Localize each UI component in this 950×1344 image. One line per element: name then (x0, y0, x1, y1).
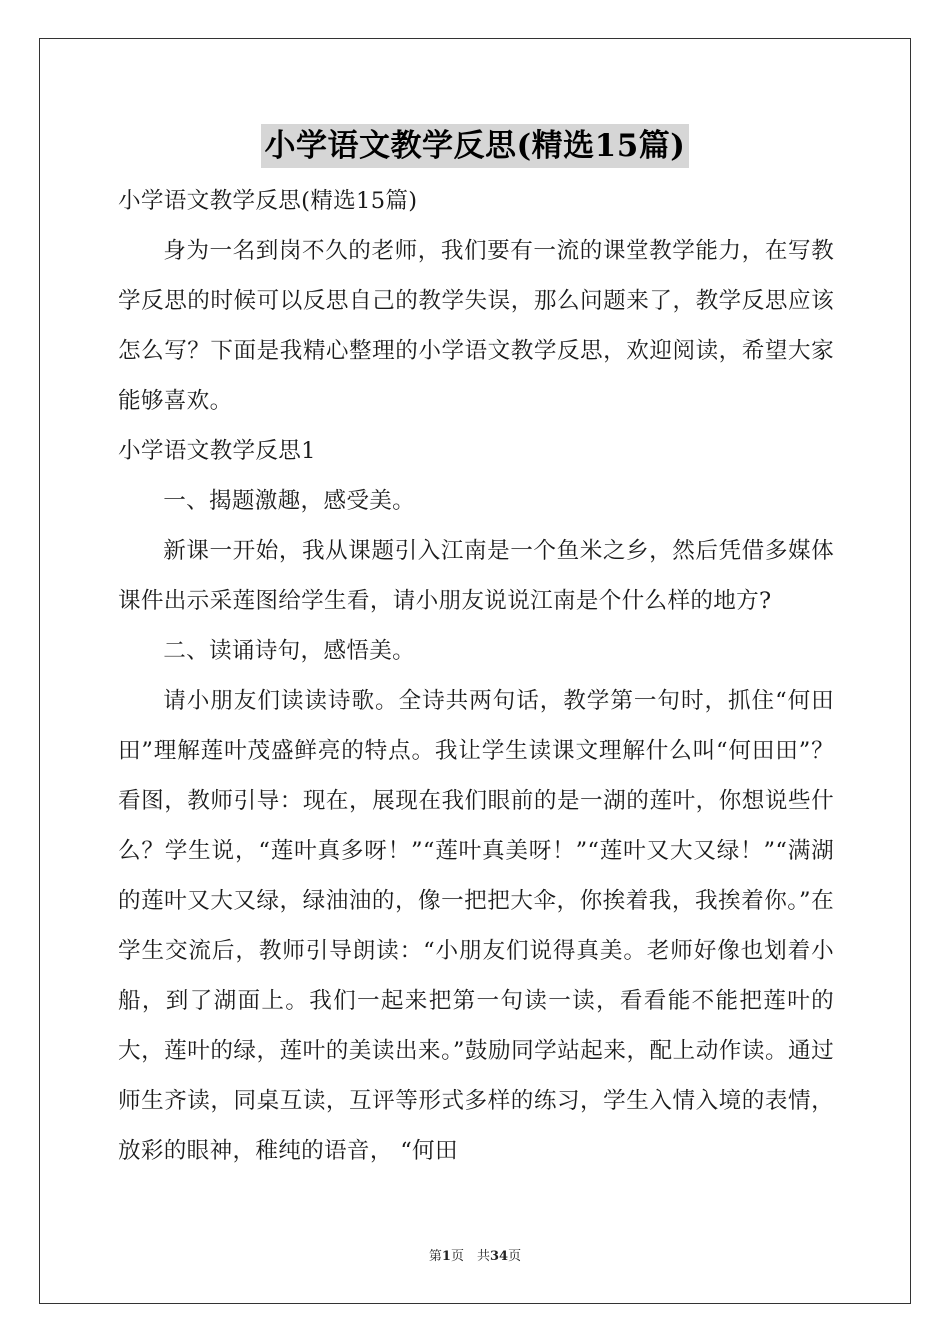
document-body (118, 176, 834, 1176)
title-container (0, 124, 950, 168)
document-title: 小学语文教学反思(精选15篇) (261, 124, 690, 168)
paragraph-step-one: 一、揭题激趣，感受美。 (163, 488, 416, 514)
page-suffix: 页 (508, 1249, 522, 1264)
page-total-number: 34 (489, 1249, 509, 1264)
page-footer (0, 1245, 950, 1264)
paragraph-reading: 请小朋友们读读诗歌。全诗共两句话，教学第一句时，抓住“何田田”理解莲叶茂盛鲜亮的特点。我让学生读课文理解什么叫“何田田”？看图，教师引导：现在，展现在我们眼前的是一湖的莲叶，你想说些什么？学生说，“莲叶真多呀！”“莲叶真美呀！”“莲叶又大又绿！”“满湖的莲叶又大又绿，绿油油的，像一把把大伞，你挨着我，我挨着你。”在学生交流后，教师引导朗读：“小朋友们说得真美。老师好像也划着小船，到了湖面上。我们一起来把第一句读一读，看看能不能把莲叶的大，莲叶的绿，莲叶的美读出来。”鼓励同学站起来，配上动作读。通过师生齐读，同桌互读，互评等形式多样的练习，学生入情入境的表情，放彩的眼神，稚纯的语音， “何田 (118, 688, 834, 1164)
paragraph-step-two: 二、读诵诗句，感悟美。 (163, 638, 416, 664)
page-current-number: 1 (441, 1249, 451, 1264)
paragraph-subtitle: 小学语文教学反思(精选15篇) (118, 188, 418, 214)
page-prefix: 第 (428, 1249, 442, 1264)
page-middle-text: 页 共 (450, 1249, 490, 1264)
section-heading: 小学语文教学反思1 (118, 438, 316, 464)
paragraph-intro: 身为一名到岗不久的老师，我们要有一流的课堂教学能力，在写教学反思的时候可以反思自己的教学失误，那么问题来了，教学反思应该怎么写？下面是我精心整理的小学语文教学反思，欢迎阅读，希望大家能够喜欢。 (118, 238, 834, 414)
paragraph-lesson-start: 新课一开始，我从课题引入江南是一个鱼米之乡，然后凭借多媒体课件出示采莲图给学生看，请小朋友说说江南是个什么样的地方? (118, 538, 834, 614)
